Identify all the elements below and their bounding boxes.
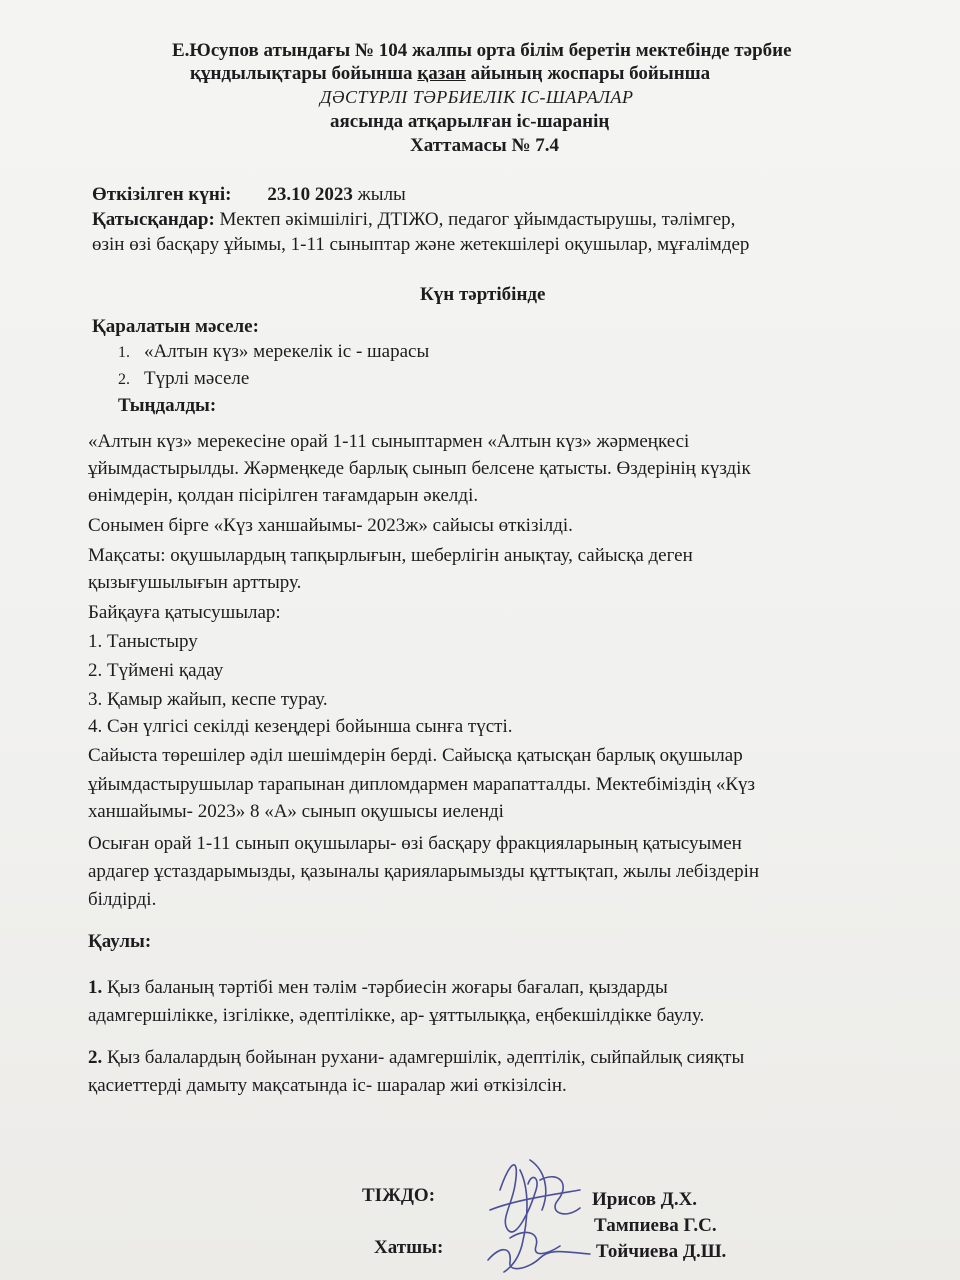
header-line-1: Е.Юсупов атындағы № 104 жалпы орта білім беретін мектебінде тәрбие [172, 40, 792, 61]
header-line-2-start: құндылықтары бойынша [190, 63, 418, 84]
date-value: 23.10 2023 [267, 184, 353, 205]
agenda-title: Күн тәртібінде [420, 284, 546, 305]
decision-number: 2. [88, 1047, 103, 1068]
participants-line-1: Мектеп әкімшілігі, ДТІЖО, педагог ұйымдастырушы, тәлімгер, [214, 209, 736, 230]
body-line: «Алтын күз» мерекесіне орай 1-11 сыныптармен «Алтын күз» жәрмеңкесі [88, 431, 690, 452]
header-month: қазан [417, 63, 466, 84]
body-line: қызығушылығын арттыру. [88, 572, 302, 593]
body-line: 3. Қамыр жайып, кеспе турау. [88, 689, 328, 710]
date-label: Өткізілген күні: [92, 184, 232, 205]
signatory-name: Тойчиева Д.Ш. [596, 1241, 727, 1262]
heard-label: Тыңдалды: [118, 395, 217, 416]
agenda-item-text: «Алтын күз» мерекелік іс - шарасы [144, 341, 430, 362]
signatory-name: Тампиева Г.С. [594, 1215, 717, 1236]
agenda-item [118, 367, 249, 392]
body-line: Сайыста төрешілер әділ шешімдерін берді. Сайысқа қатысқан барлық оқушылар [88, 745, 743, 766]
participants-row [92, 208, 735, 232]
body-line: өнімдерін, қолдан пісірілген тағамдарын әкелді. [88, 485, 479, 506]
body-line: ұйымдастырылды. Жәрмеңкеде барлық сынып белсене қатысты. Өздерінің күздік [88, 458, 751, 479]
body-line: ардагер ұстаздарымызды, қазыналы қарияларымызды құттықтап, жылы лебіздерін [88, 861, 760, 882]
header-line-4: аясында атқарылған іс-шаранің [330, 111, 610, 132]
decisions-label: Қаулы: [88, 931, 152, 952]
date-suffix: жылы [352, 184, 406, 205]
participants-label: Қатысқандар: [92, 209, 215, 230]
body-line: 4. Сән үлгісі секілді кезеңдері бойынша сынға түсті. [88, 716, 513, 737]
handwritten-signature [470, 1150, 610, 1280]
header-line-2-end: айының жоспары бойынша [465, 63, 711, 84]
body-line: Мақсаты: оқушылардың тапқырлығын, шеберлігін анықтау, сайысқа деген [88, 545, 693, 566]
role-secretary: Хатшы: [374, 1237, 444, 1258]
body-line: ханшайымы- 2023» 8 «А» сынып оқушысы иеленді [88, 801, 504, 822]
participants-line-2: өзін өзі басқару ұйымы, 1-11 сыныптар және жетекшілері оқушылар, мұғалімдер [92, 234, 750, 255]
header-line-2 [190, 63, 710, 85]
decision-text-cont: қасиеттерді дамыту мақсатында іс- шаралар жиі өткізілсін. [88, 1075, 567, 1096]
agenda-item [118, 340, 429, 365]
date-row [92, 183, 406, 207]
decision-text: Қыз балалардың бойынан рухани- адамгершілік, әдептілік, сыйпайлық сияқты [102, 1047, 745, 1068]
decision-text: Қыз баланың тәртібі мен тәлім -тәрбиесін жоғары бағалап, қыздарды [102, 977, 668, 998]
agenda-item-text: Түрлі мәселе [144, 368, 250, 389]
body-line: Байқауға қатысушылар: [88, 602, 281, 623]
signatory-name: Ирисов Д.Х. [592, 1189, 698, 1210]
body-line: Осыған орай 1-11 сынып оқушылары- өзі басқару фракцияларының қатысуымен [88, 833, 742, 854]
decision-item [88, 976, 668, 1000]
body-line: 2. Түймені қадау [88, 660, 224, 681]
decision-item [88, 1046, 744, 1070]
body-line: білдірді. [88, 889, 157, 910]
agenda-item-number: 2. [118, 371, 130, 388]
issue-label: Қаралатын мәселе: [92, 316, 259, 337]
body-line: 1. Таныстыру [88, 631, 198, 652]
body-line: Сонымен бірге «Күз ханшайымы- 2023ж» сайысы өткізілді. [88, 515, 573, 536]
decision-number: 1. [88, 977, 103, 998]
header-line-3: ДӘСТҮРЛІ ТӘРБИЕЛІК ІС-ШАРАЛАР [320, 87, 634, 107]
body-line: ұйымдастырушылар тарапынан дипломдармен марапатталды. Мектебіміздің «Күз [88, 774, 756, 795]
protocol-title: Хаттамасы № 7.4 [410, 135, 560, 156]
decision-text-cont: адамгершілікке, ізгілікке, әдептілікке, ар- ұяттылыққа, еңбекшілдікке баулу. [88, 1005, 705, 1026]
role-tizhdo: ТІЖДО: [362, 1185, 436, 1206]
agenda-item-number: 1. [118, 344, 130, 361]
